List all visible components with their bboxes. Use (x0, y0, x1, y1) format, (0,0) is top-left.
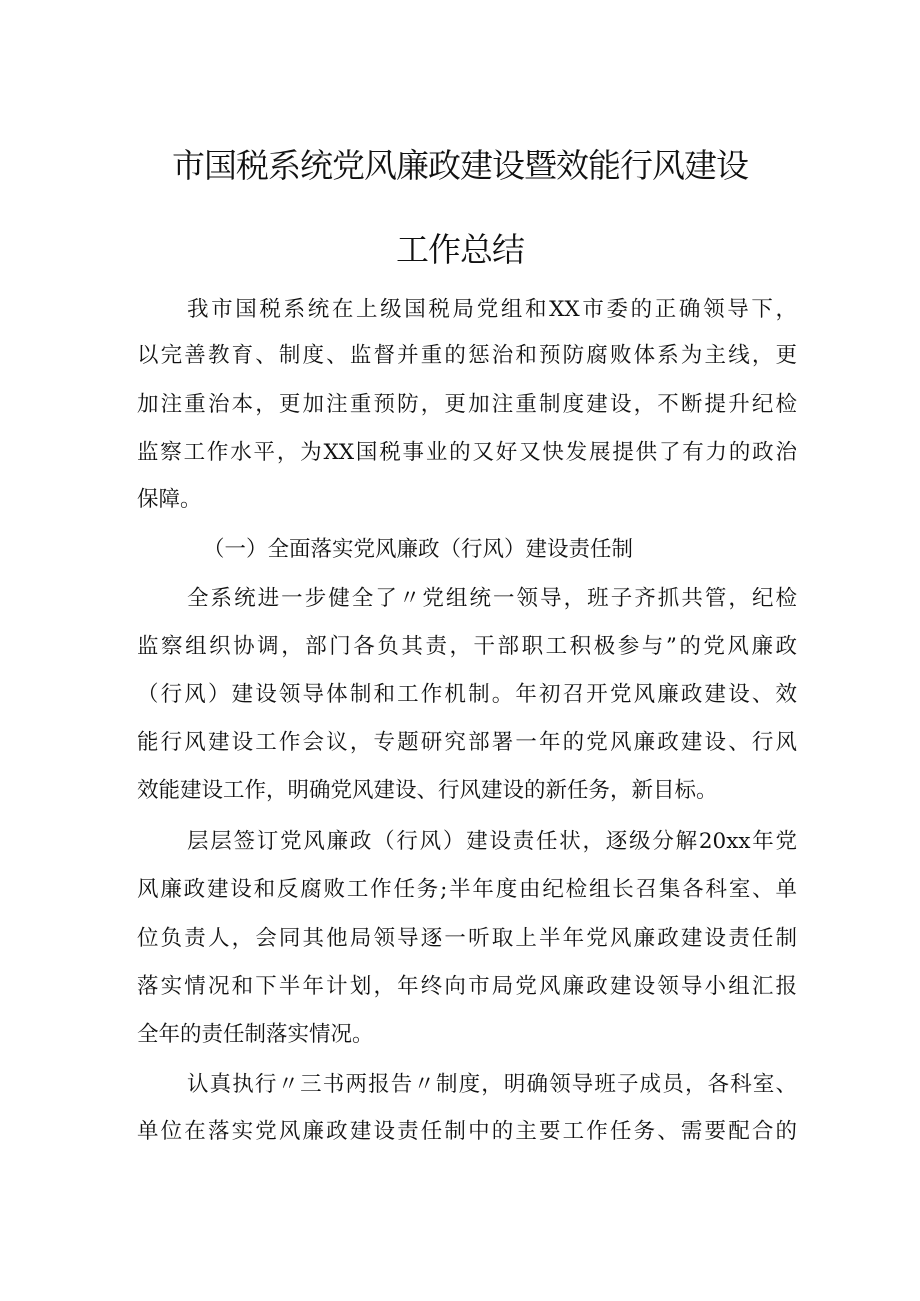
paragraph-3-line-3: 位负责人，会同其他局领导逐一听取上半年党风廉政建设责任制 (137, 926, 797, 951)
paragraph-2-line-1: 全系统进一步健全了〃党组统一领导，班子齐抓共管，纪检 (187, 586, 797, 611)
paragraph-3-line-2: 风廉政建设和反腐败工作任务;半年度由纪检组长召集各科室、单 (137, 877, 797, 902)
paragraph-2-line-2: 监察组织协调，部门各负其责，干部职工积极参与”的党风廉政 (137, 634, 797, 659)
paragraph-2-line-5: 效能建设工作，明确党风建设、行风建设的新任务，新目标。 (137, 778, 718, 803)
paragraph-3-line-5: 全年的责任制落实情况。 (137, 1022, 374, 1047)
paragraph-4-line-1: 认真执行〃三书两报告〃制度，明确领导班子成员，各科室、 (187, 1072, 797, 1097)
paragraph-1-line-2: 以完善教育、制度、监督并重的惩治和预防腐败体系为主线，更 (137, 343, 797, 368)
paragraph-3-line-1: 层层签订党风廉政（行风）建设责任状，逐级分解20xx年党 (187, 829, 797, 854)
paragraph-1-line-4: 监察工作水平，为XX国税事业的又好又快发展提供了有力的政治 (137, 440, 797, 465)
paragraph-2-line-3: （行风）建设领导体制和工作机制。年初召开党风廉政建设、效 (137, 682, 797, 707)
paragraph-1-line-1: 我市国税系统在上级国税局党组和XX市委的正确领导下， (187, 297, 797, 322)
paragraph-2-line-4: 能行风建设工作会议，专题研究部署一年的党风廉政建设、行风 (137, 730, 797, 755)
document-title-line-2: 工作总结 (396, 230, 524, 269)
paragraph-3-line-4: 落实情况和下半年计划，年终向市局党风廉政建设领导小组汇报 (137, 974, 797, 999)
document-title-line-1: 市国税系统党风廉政建设暨效能行风建设 (172, 146, 748, 185)
paragraph-4-line-2: 单位在落实党风廉政建设责任制中的主要工作任务、需要配合的 (137, 1119, 797, 1144)
paragraph-1-line-3: 加注重治本，更加注重预防，更加注重制度建设，不断提升纪检 (137, 392, 797, 417)
paragraph-1-line-5: 保障。 (137, 487, 202, 512)
section-heading: （一）全面落实党风廉政（行风）建设责任制 (203, 537, 634, 562)
